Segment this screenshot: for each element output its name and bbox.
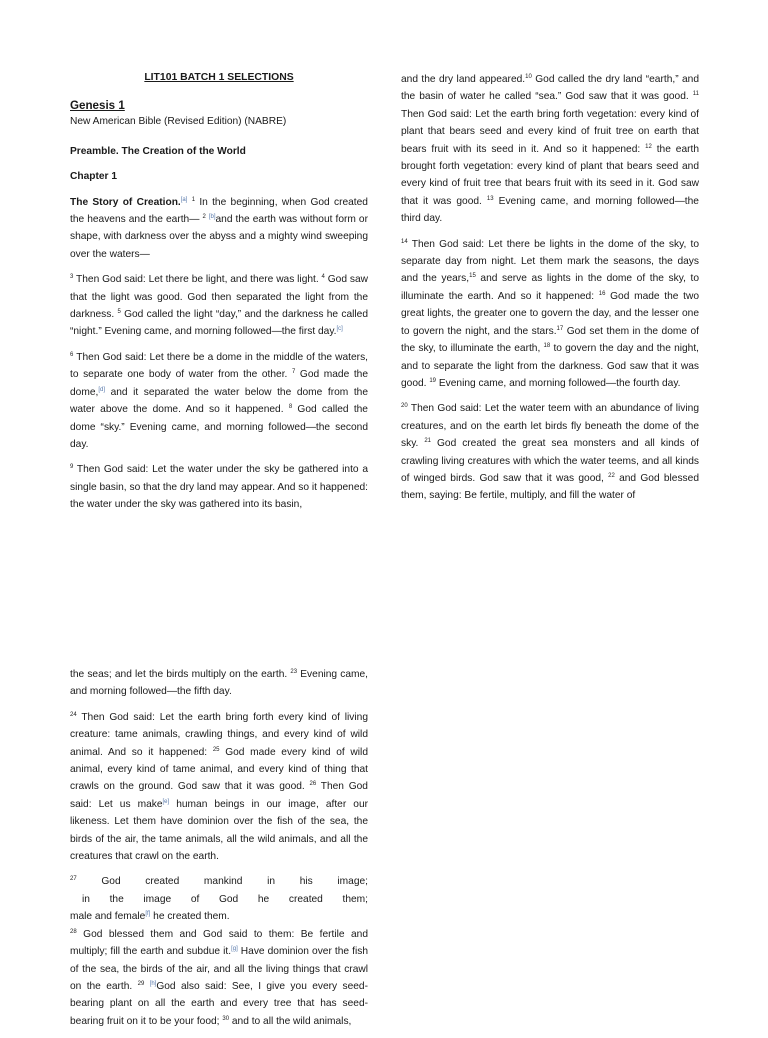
- verse-22-continued: the seas; and let the birds multiply on the earth.: [70, 669, 288, 680]
- verse-number: 16: [598, 290, 606, 297]
- verse-29: God also said: See, I give you every seed-bearing plant on all the earth and every tree that has seed-bearing fruit on it to be your food;: [70, 980, 368, 1027]
- verse-2: and the earth was without form or shape, with darkness over the abyss and a mighty wind sweeping over the waters—: [70, 214, 368, 260]
- verse-number: 30: [222, 1015, 230, 1022]
- verse-8: God called the dome “sky.” Evening came, and morning followed—the second day.: [70, 404, 368, 450]
- footnote-e-link[interactable]: [e]: [162, 798, 170, 805]
- verse-number: 3: [70, 274, 74, 281]
- verse-15: and serve as lights in the dome of the sky, to illuminate the earth. And so it happened:: [401, 273, 700, 302]
- verse-number: 8: [288, 404, 293, 411]
- verse-number: 4: [321, 274, 325, 281]
- book-heading: Genesis 1: [70, 99, 125, 113]
- verse-number: 24: [70, 711, 77, 718]
- poem-line-text: in the image of God he created them;: [82, 893, 368, 905]
- paragraph-creation-intro: [70, 194, 368, 264]
- verse-number: 6: [70, 351, 74, 358]
- verse-number: 14: [401, 238, 408, 245]
- verse-number: 20: [401, 403, 408, 410]
- verse-9: Then God said: Let the water under the sky be gathered into a single basin, so that the dry land may appear. And so it happened: the water under the sky was gathered into its basin,: [70, 464, 368, 511]
- paragraph-day-three: [401, 71, 699, 228]
- preamble-heading: Preamble. The Creation of the World: [70, 145, 246, 157]
- verse-17: God set them in the dome of the sky, to illuminate the earth,: [401, 325, 699, 355]
- verse-18: to govern the day and the night, and to separate the light from the darkness. God saw that it was good.: [401, 343, 699, 389]
- verse-26: Then God said: Let us make: [70, 781, 368, 810]
- verse-number: 18: [543, 343, 551, 350]
- poem-line-text: God created mankind in his image;: [101, 876, 368, 888]
- verse-4: God saw that the light was good. God then separated the light from the darkness.: [70, 274, 368, 321]
- verse-28-continued: Have dominion over the fish of the sea, the birds of the air, and all the living things that crawl on the earth.: [70, 946, 368, 992]
- footnote-f-link[interactable]: [f]: [145, 911, 151, 918]
- verse-6: Then God said: Let there be a dome in the middle of the waters, to separate one body of water from the other.: [70, 351, 368, 381]
- verse-14: Then God said: Let there be lights in the dome of the sky, to separate day from night. Let them mark the seasons, the days and the years,: [401, 238, 699, 285]
- paragraph-day-two: [70, 349, 368, 453]
- verse-25: God made every kind of wild animal, every kind of tame animal, and every kind of thing that crawls on the ground. God saw that it was good.: [70, 746, 368, 793]
- verse-7-continued: and it separated the water below the dome from the water above the dome. And so it happened.: [70, 386, 368, 416]
- poem-line: [70, 891, 368, 908]
- poem-line-text: male and female: [70, 911, 146, 923]
- paragraph-day-three-start: [70, 461, 368, 513]
- chapter-heading: Chapter 1: [70, 171, 117, 183]
- footnote-d-link[interactable]: [d]: [98, 386, 105, 393]
- column-right: [401, 71, 699, 513]
- verse-24: Then God said: Let the earth bring forth every kind of living creature: tame animals, crawling things, and every kind of wild animal. And so it happened:: [70, 711, 368, 758]
- verse-30: and to all the wild animals,: [231, 1015, 352, 1027]
- verse-number: 25: [212, 746, 220, 753]
- footnote-h-link[interactable]: [h]: [149, 980, 157, 987]
- verse-number: 28: [70, 928, 77, 935]
- paragraph-day-four: [401, 236, 699, 393]
- verse-26-continued: human beings in our image, after our likeness. Let them have dominion over the fish of the sea, the birds of the air, the tame animals, all the wild animals, and all the creatures that crawl on the earth.: [70, 798, 369, 863]
- verse-9-continued: and the dry land appeared.: [401, 74, 526, 85]
- bible-version: New American Bible (Revised Edition) (NABRE): [70, 116, 287, 128]
- verse-number: 5: [117, 309, 121, 316]
- verse-number: 2: [202, 214, 206, 221]
- paragraph-day-five: [401, 400, 699, 504]
- verse-number: 21: [424, 438, 432, 445]
- verse-number: 22: [608, 472, 615, 479]
- footnote-g-link[interactable]: [g]: [231, 946, 238, 953]
- verse-16: God made the two great lights, the greater one to govern the day, and the lesser one to govern the night, and the stars.: [401, 290, 699, 337]
- verse-12: the earth brought forth vegetation: every kind of plant that bears seed and every kind of fruit tree that bears fruit with its seed in it. God saw that it was good.: [401, 143, 699, 207]
- verse-number: 11: [692, 91, 699, 98]
- verse-7: God made the dome,: [70, 369, 368, 398]
- verse-28: God blessed them and God said to them: Be fertile and multiply; fill the earth and subdue it.: [70, 928, 369, 958]
- footnote-b-link[interactable]: [b]: [208, 214, 216, 221]
- verse-number: 17: [556, 325, 564, 332]
- poem-line-text: he created them.: [150, 911, 230, 923]
- verse-27-poem: [70, 873, 368, 925]
- verse-20: Then God said: Let the water teem with an abundance of living creatures, and on the earth let birds fly beneath the dome of the sky.: [401, 403, 699, 450]
- paragraph-day-five-end: [70, 666, 368, 701]
- verse-number: 9: [70, 464, 74, 471]
- story-heading: The Story of Creation.: [70, 196, 181, 208]
- verse-number: 15: [469, 273, 476, 280]
- column-page-two: [70, 666, 368, 1038]
- verse-3: Then God said: Let there be light, and there was light.: [76, 274, 319, 286]
- column-left: [70, 69, 368, 522]
- verse-number: 29: [137, 980, 145, 987]
- paragraph-blessing: [70, 926, 368, 1030]
- paragraph-day-one: [70, 271, 368, 341]
- verse-number: 7: [291, 369, 296, 376]
- verse-number: 26: [309, 781, 317, 788]
- verse-10: God called the dry land “earth,” and the basin of water he called “sea.” God saw that it was good.: [401, 74, 700, 103]
- footnote-c-link[interactable]: [c]: [336, 326, 343, 333]
- verse-21: God created the great sea monsters and all kinds of crawling living creatures with which the water teems, and all kinds of winged birds. God saw that it was good,: [401, 438, 699, 484]
- verse-number: 23: [290, 669, 298, 675]
- verse-number: 27: [70, 876, 77, 883]
- verse-13: Evening came, and morning followed—the third day.: [401, 195, 699, 225]
- document-title: LIT101 BATCH 1 SELECTIONS: [144, 72, 294, 83]
- verse-number: 19: [429, 377, 437, 384]
- verse-number: 10: [525, 74, 532, 80]
- footnote-a-link[interactable]: [a]: [180, 196, 188, 203]
- verse-number: 1: [191, 196, 196, 203]
- verse-5: God called the light “day,” and the darkness he called “night.” Evening came, and morning followed—the first day.: [70, 309, 368, 338]
- poem-line: [70, 873, 368, 890]
- verse-number: 12: [645, 143, 652, 150]
- verse-19: Evening came, and morning followed—the fourth day.: [438, 377, 681, 389]
- poem-line: [70, 908, 368, 925]
- verse-11: Then God said: Let the earth bring forth vegetation: every kind of plant that bears seed and every kind of fruit tree on earth that bears fruit with its seed in it. And so it happened:: [401, 108, 699, 155]
- verse-23: Evening came, and morning followed—the fifth day.: [70, 669, 369, 698]
- paragraph-day-six: [70, 709, 368, 866]
- verse-1: In the beginning, when God created the heavens and the earth—: [70, 196, 368, 226]
- verse-number: 13: [486, 195, 494, 202]
- verse-22: and God blessed them, saying: Be fertile, multiply, and fill the water of: [401, 472, 699, 502]
